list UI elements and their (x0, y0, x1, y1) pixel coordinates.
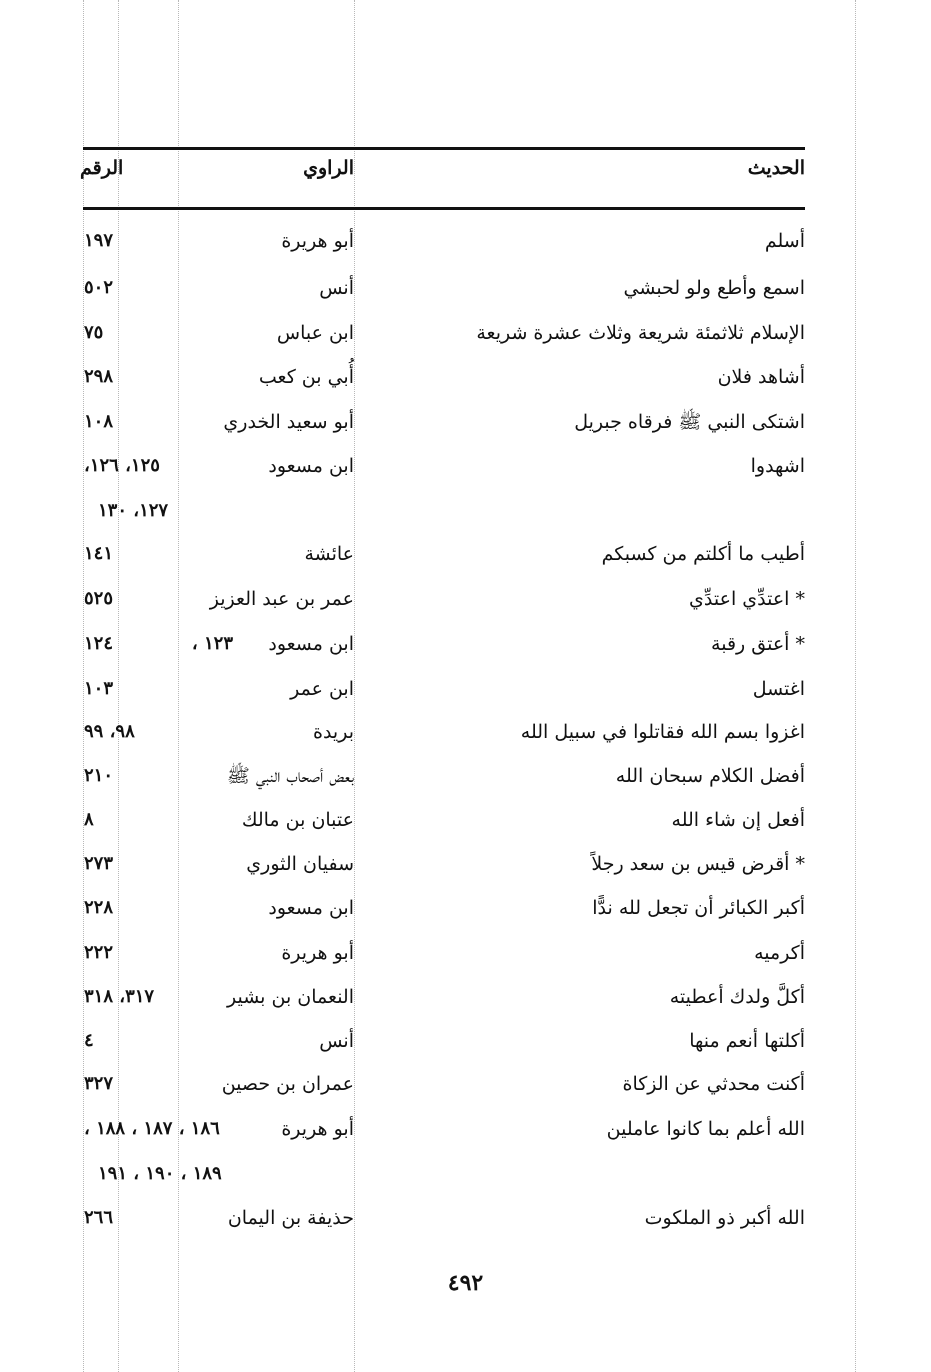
narrator-name: بعض أصحاب النبي ﷺ (226, 765, 354, 787)
narrator-name: أُبي بن كعب (258, 366, 354, 388)
hadith-number: ١٩٧ (84, 230, 114, 251)
hadith-number: ٥٢٥ (84, 588, 114, 609)
hadith-text: اغزوا بسم الله فقاتلوا في سبيل الله (520, 721, 805, 743)
narrator-name: أبو هريرة (281, 942, 354, 964)
narrator-name: ابن مسعود (268, 633, 354, 655)
hadith-text: اغتسل (752, 678, 805, 700)
hadith-text: أكنت محدثي عن الزكاة (622, 1073, 805, 1095)
header-top-rule (83, 147, 805, 150)
hadith-number: ٤ (84, 1030, 94, 1051)
hadith-text: أكلَّ ولدك أعطيته (669, 986, 805, 1008)
hadith-text: * أقرض قيس بن سعد رجلاً (591, 853, 805, 875)
hadith-number: ٢٢٢ (84, 942, 114, 963)
narrator-name: حذيفة بن اليمان (227, 1207, 354, 1229)
narrator-name: ابن مسعود (268, 897, 354, 919)
hadith-number: ٢١٠ (84, 765, 114, 786)
narrator-name: ابن عباس (276, 322, 354, 344)
narrator-name: عائشة (304, 543, 354, 565)
hadith-number-continued: ١٢٧، ١٣٠ (98, 500, 169, 521)
hadith-number: ٢٢٨ (84, 897, 114, 918)
hadith-text: أطيب ما أكلتم من كسبكم (601, 543, 805, 565)
narrator-name: بريدة (313, 721, 354, 743)
hadith-text: الله أكبر ذو الملكوت (644, 1207, 805, 1229)
dotted-line (354, 0, 355, 1372)
hadith-text: اشهدوا (750, 455, 805, 477)
hadith-text: أسلم (764, 230, 805, 252)
hadith-number: ٨ (84, 809, 94, 830)
hadith-number: ٩٨، ٩٩ (84, 721, 135, 742)
hadith-text: أكرميه (754, 942, 805, 964)
hadith-text: أفضل الكلام سبحان الله (615, 765, 805, 787)
narrator-name: عمران بن حصين (221, 1073, 354, 1095)
hadith-text: اسمع وأطع ولو لحبشي (623, 277, 805, 299)
hadith-number: ٢٦٦ (84, 1207, 114, 1228)
narrator-name: أنس (319, 277, 354, 299)
hadith-number: ١٤١ (84, 543, 114, 564)
hadith-text: أكلتها أنعم منها (689, 1030, 805, 1052)
header-bottom-rule (83, 207, 805, 210)
header-raqm: الرقم (80, 157, 124, 179)
narrator-name: أبو هريرة (281, 1118, 354, 1140)
hadith-text: أشاهد فلان (717, 366, 805, 388)
hadith-number: ١٢٥، ١٢٦، (84, 455, 160, 476)
header-rawi: الراوي (303, 157, 354, 179)
narrator-name: ابن عمر (290, 678, 354, 700)
hadith-text: أكبر الكبائر أن تجعل لله ندًّا (592, 897, 805, 919)
narrator-name: أنس (319, 1030, 354, 1052)
narrator-name: أبو سعيد الخدري (223, 411, 354, 433)
narrator-name: عتبان بن مالك (241, 809, 354, 831)
hadith-text: الإسلام ثلاثمئة شريعة وثلاث عشرة شريعة (476, 322, 805, 344)
hadith-number: ١٠٣ (84, 678, 114, 699)
hadith-text: * أعتق رقبة (711, 633, 805, 655)
page-number: ٤٩٢ (447, 1270, 484, 1296)
hadith-number: ١٨٦ ، ١٨٧ ، ١٨٨ ، (84, 1118, 220, 1139)
narrator-name: عمر بن عبد العزيز (209, 588, 354, 610)
hadith-text: أفعل إن شاء الله (671, 809, 805, 831)
header-hadith: الحديث (747, 157, 805, 179)
hadith-number: ٣١٧، ٣١٨ (84, 986, 155, 1007)
hadith-number: ٧٥ (84, 322, 104, 343)
hadith-number: ١٢٤ (84, 633, 114, 654)
narrator-name: سفيان الثوري (246, 853, 354, 875)
hadith-number: ٣٢٧ (84, 1073, 114, 1094)
dotted-line (855, 0, 856, 1372)
hadith-text: اشتكى النبي ﷺ فرقاه جبريل (574, 411, 805, 433)
hadith-text: * اعتدِّي اعتدِّي (689, 588, 805, 610)
hadith-number: ١٠٨ (84, 411, 114, 432)
hadith-number: ٢٧٣ (84, 853, 114, 874)
hadith-number-secondary: ١٢٣ ، (191, 633, 233, 654)
narrator-name: أبو هريرة (281, 230, 354, 252)
narrator-name: ابن مسعود (268, 455, 354, 477)
hadith-text: الله أعلم بما كانوا عاملين (606, 1118, 805, 1140)
narrator-name: النعمان بن بشير (227, 986, 354, 1008)
hadith-number-continued: ١٨٩ ، ١٩٠ ، ١٩١ (98, 1163, 222, 1184)
hadith-number: ٥٠٢ (84, 277, 114, 298)
hadith-number: ٢٩٨ (84, 366, 114, 387)
